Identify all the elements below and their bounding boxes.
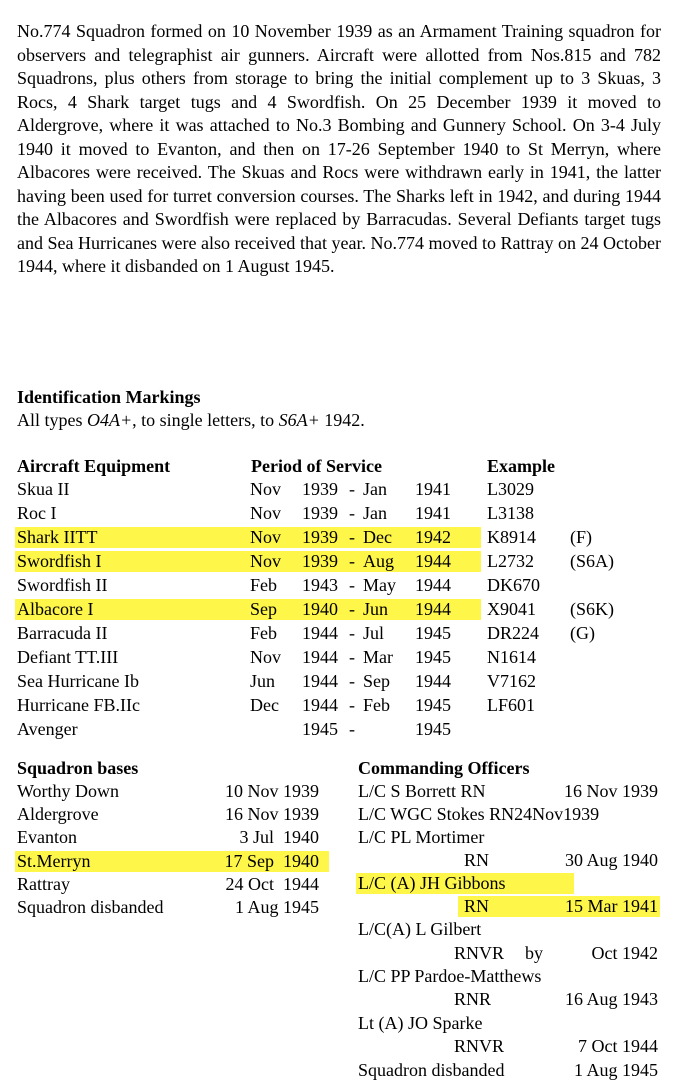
aircraft-name: Avenger	[17, 719, 78, 739]
start-month: Dec	[250, 695, 279, 715]
end-year: 1941	[415, 479, 451, 499]
period-separator: -	[349, 695, 355, 715]
start-year: 1944	[302, 695, 338, 715]
base-date: 17 Sep 1940	[224, 850, 319, 871]
example-serial: LF601	[487, 695, 536, 715]
officer-name: L/C (A) JH Gibbons	[358, 873, 506, 893]
period-separator: -	[349, 575, 355, 595]
officer-rank: RNR	[454, 989, 492, 1009]
id-text-mid: , to single letters, to	[132, 410, 279, 430]
example-header: Example	[487, 456, 556, 476]
base-date: 10 Nov 1939	[225, 781, 319, 801]
end-month: Mar	[363, 647, 393, 667]
start-month: Nov	[250, 647, 281, 667]
example-serial: V7162	[487, 671, 536, 691]
end-year: 1942	[415, 527, 451, 547]
period-separator: -	[349, 599, 355, 619]
period-of-service-header: Period of Service	[251, 456, 382, 476]
squadron-history-paragraph: No.774 Squadron formed on 10 November 1939 as an Armament Training squadron for observers and telegraphist air gunners. Aircraft were allotted from Nos.815 and 782 Squadrons, plus others from storage to bring the initial complement up to 3 Skuas, 3 Rocs, 4 Shark target tugs and 4 Swordfish. On 25 December 1939 it moved to Aldergrove, where it was attached to No.3 Bombing and Gunnery School. On 3-4 July 1940 it moved to Evanton, and then on 17-26 September 1940 to St Merryn, where Albacores were received. The Skuas and Rocs were withdrawn early in 1941, the latter having been used for turret conversion courses. The Sharks left in 1942, and during 1944 the Albacores and Swordfish were replaced by Barracudas. Several Defiants target tugs and Sea Hurricanes were also received that year. No.774 moved to Rattray on 24 October 1944, where it disbanded on 1 August 1945.	[17, 21, 661, 276]
period-separator: -	[349, 623, 355, 643]
end-year: 1944	[415, 575, 451, 595]
identification-markings-heading: Identification Markings	[17, 387, 201, 407]
end-year: 1944	[415, 671, 451, 691]
start-month: Nov	[250, 503, 281, 523]
aircraft-name: Defiant TT.III	[17, 647, 119, 667]
equipment-row	[17, 502, 657, 526]
officer-date: 1 Aug 1945	[573, 1060, 658, 1080]
start-month: Feb	[250, 623, 277, 643]
aircraft-equipment-header: Aircraft Equipment	[17, 456, 171, 476]
base-row	[17, 826, 327, 850]
base-name: Worthy Down	[17, 781, 120, 801]
start-year: 1939	[302, 527, 338, 547]
officer-rank: RNVR	[454, 1036, 505, 1056]
officer-line	[358, 826, 660, 850]
period-separator: -	[349, 647, 355, 667]
start-year: 1944	[302, 671, 338, 691]
start-year: 1944	[302, 647, 338, 667]
end-year: 1944	[415, 599, 451, 619]
base-name: Squadron disbanded	[17, 897, 164, 917]
end-month: Feb	[363, 695, 390, 715]
officer-date: Oct 1942	[591, 943, 658, 963]
example-code: (S6A)	[570, 551, 614, 571]
officer-line	[358, 918, 660, 942]
period-separator: -	[349, 671, 355, 691]
end-year: 1945	[415, 719, 451, 739]
officer-line	[358, 988, 660, 1012]
example-serial: L3138	[487, 503, 534, 523]
example-serial: X9041	[487, 599, 536, 619]
example-code: (S6K)	[570, 599, 614, 619]
id-text-pre: All types	[17, 410, 87, 430]
aircraft-name: Shark IITT	[17, 527, 98, 547]
start-month: Sep	[250, 599, 277, 619]
end-month: Jan	[363, 503, 387, 523]
officer-name: L/C WGC Stokes RN24Nov1939	[358, 804, 600, 824]
id-code-o4a: O4A+	[87, 410, 133, 430]
officer-line-highlighted	[358, 872, 660, 896]
officer-date: 15 Mar 1941	[565, 896, 658, 916]
end-month: Aug	[363, 551, 394, 571]
example-serial: L3029	[487, 479, 534, 499]
officer-rank: RN	[464, 896, 490, 916]
officer-date: 16 Aug 1943	[564, 989, 658, 1009]
base-row	[17, 850, 327, 874]
aircraft-name: Skua II	[17, 479, 70, 499]
aircraft-name: Swordfish II	[17, 575, 108, 595]
start-year: 1945	[302, 719, 338, 739]
officer-line	[358, 1012, 660, 1036]
start-year: 1943	[302, 575, 338, 595]
base-name: Evanton	[17, 827, 77, 848]
id-code-s6a: S6A+	[278, 410, 320, 430]
base-name: St.Merryn	[17, 850, 91, 871]
equipment-row	[17, 622, 657, 646]
aircraft-name: Hurricane FB.IIc	[17, 695, 140, 715]
start-month: Feb	[250, 575, 277, 595]
period-separator: -	[349, 479, 355, 499]
officer-name: L/C(A) L Gilbert	[358, 919, 482, 939]
base-row	[17, 896, 327, 920]
officer-rank: RNVR	[454, 943, 505, 963]
officer-line	[358, 1035, 660, 1059]
officer-name: L/C PP Pardoe-Matthews	[358, 966, 542, 986]
aircraft-name: Swordfish I	[17, 551, 102, 571]
squadron-bases-heading: Squadron bases	[17, 758, 139, 778]
officer-line	[358, 1059, 660, 1083]
officer-line	[358, 942, 660, 966]
officer-line	[358, 849, 660, 873]
end-month: Jul	[363, 623, 385, 643]
base-name: Rattray	[17, 873, 70, 894]
equipment-row	[17, 526, 657, 550]
officer-line	[358, 780, 660, 804]
commanding-officers-heading: Commanding Officers	[358, 758, 530, 778]
identification-markings-text	[17, 409, 365, 433]
start-month: Nov	[250, 551, 281, 571]
end-year: 1944	[415, 551, 451, 571]
officer-name: Lt (A) JO Sparke	[358, 1013, 483, 1033]
start-year: 1940	[302, 599, 338, 619]
base-row	[17, 873, 327, 897]
end-year: 1941	[415, 503, 451, 523]
equipment-row	[17, 478, 657, 502]
start-year: 1939	[302, 503, 338, 523]
base-date: 16 Nov 1939	[225, 804, 319, 825]
equipment-row	[17, 694, 657, 718]
equipment-row	[17, 718, 657, 742]
officer-line	[358, 965, 660, 989]
officer-rank: RN	[464, 850, 490, 870]
equipment-row	[17, 550, 657, 574]
period-separator: -	[349, 719, 355, 739]
period-separator: -	[349, 503, 355, 523]
example-serial: DK670	[487, 575, 540, 595]
period-separator: -	[349, 551, 355, 571]
officer-name: Squadron disbanded	[358, 1060, 505, 1080]
start-year: 1939	[302, 479, 338, 499]
end-year: 1945	[415, 647, 451, 667]
start-year: 1939	[302, 551, 338, 571]
end-month: Dec	[363, 527, 392, 547]
end-year: 1945	[415, 695, 451, 715]
officer-date: 16 Nov 1939	[564, 781, 658, 801]
end-month: May	[363, 575, 396, 595]
end-month: Sep	[363, 671, 390, 691]
example-serial: K8914	[487, 527, 536, 547]
base-date: 24 Oct 1944	[225, 873, 319, 894]
officer-name: L/C PL Mortimer	[358, 827, 485, 847]
end-month: Jun	[363, 599, 389, 619]
example-code: (F)	[570, 527, 592, 547]
base-row	[17, 803, 327, 827]
officer-date: 7 Oct 1944	[578, 1036, 658, 1056]
example-code: (G)	[570, 623, 595, 643]
example-serial: L2732	[487, 551, 534, 571]
base-date: 3 Jul 1940	[239, 827, 319, 848]
base-name: Aldergrove	[17, 804, 99, 825]
base-date: 1 Aug 1945	[234, 897, 319, 917]
officer-date: 30 Aug 1940	[564, 850, 658, 870]
start-month: Nov	[250, 527, 281, 547]
base-row	[17, 780, 327, 804]
id-text-post: 1942.	[319, 410, 365, 430]
aircraft-name: Sea Hurricane Ib	[17, 671, 139, 691]
start-month: Nov	[250, 479, 281, 499]
example-serial: N1614	[487, 647, 536, 667]
equipment-row	[17, 646, 657, 670]
officer-name: L/C S Borrett RN	[358, 781, 486, 801]
officer-line	[358, 803, 660, 827]
aircraft-name: Barracuda II	[17, 623, 108, 643]
aircraft-name: Roc I	[17, 503, 57, 523]
end-year: 1945	[415, 623, 451, 643]
example-serial: DR224	[487, 623, 540, 643]
equipment-row	[17, 574, 657, 598]
aircraft-name: Albacore I	[17, 599, 94, 619]
end-month: Jan	[363, 479, 387, 499]
start-month: Jun	[250, 671, 276, 691]
start-year: 1944	[302, 623, 338, 643]
equipment-row	[17, 598, 657, 622]
officer-date-prefix: by	[525, 943, 543, 963]
period-separator: -	[349, 527, 355, 547]
officer-line-highlighted	[358, 895, 660, 919]
equipment-row	[17, 670, 657, 694]
